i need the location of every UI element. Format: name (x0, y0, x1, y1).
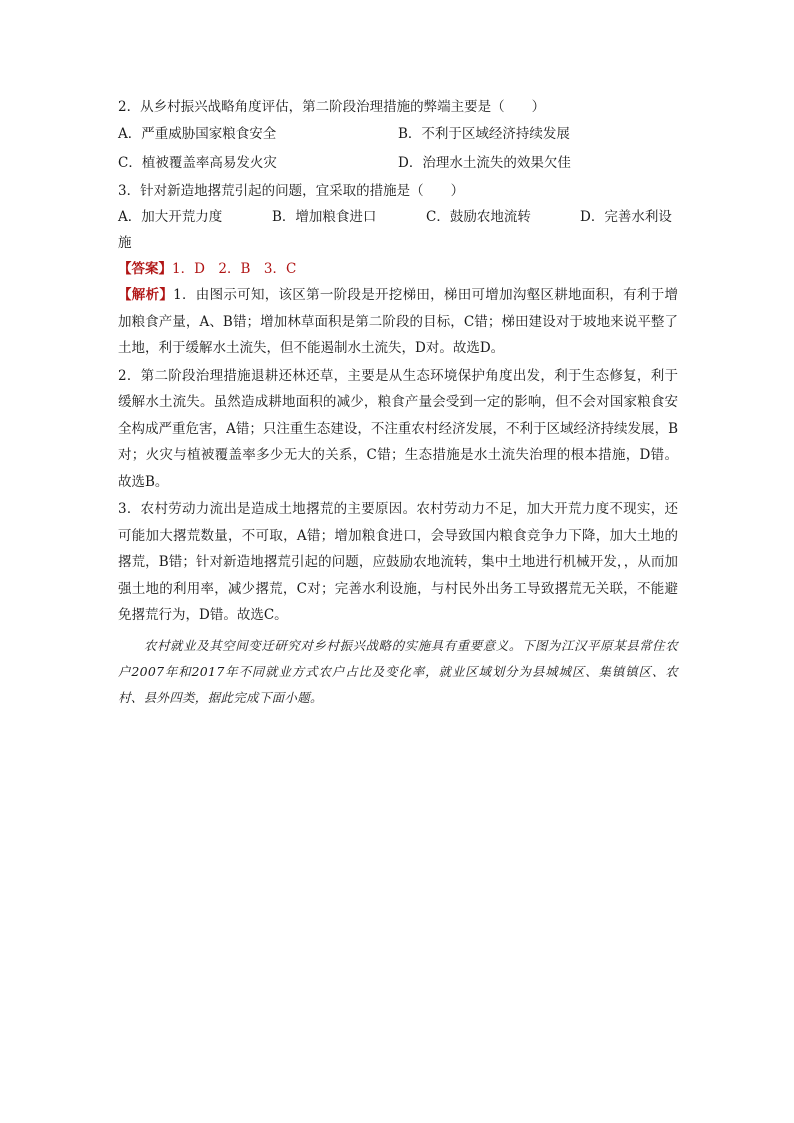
analysis-tag: 【解析】 (118, 287, 174, 303)
answer-line (118, 256, 678, 282)
analysis-paragraph-1 (118, 282, 678, 362)
question-2-stem: 2．从乡村振兴战略角度评估，第二阶段治理措施的弊端主要是（ ） (118, 99, 546, 115)
question-3-option-d-wrap: 施 (118, 235, 132, 251)
question-2-options-row-1 (118, 120, 678, 149)
question-2-options-row-2 (118, 149, 678, 178)
analysis-paragraph-2: 2．第二阶段治理措施退耕还林还草，主要是从生态环境保护角度出发，利于生态修复，利于缓解水土流失。虽然造成耕地面积的减少，粮食产量会受到一定的影响，但不会对国家粮食安全构成严重危害，A错；只注重生态建设，不注重农村经济发展，不利于区域经济持续发展，B对；火灾与植被覆盖率多少无大的关系，C错；生态措施是水土流失治理的根本措施，D错。故选B。 (118, 367, 678, 490)
question-3-option-d: D．完善水利设 (580, 209, 672, 225)
question-3-stem: 3．针对新造地撂荒引起的问题，宜采取的措施是（ ） (118, 183, 465, 199)
answer-text: 1．D 2．B 3．C (172, 261, 297, 277)
analysis-text-1: 1．由图示可知，该区第一阶段是开挖梯田，梯田可增加沟壑区耕地面积，有利于增加粮食产量，A、B错；增加林草面积是第二阶段的目标，C错；梯田建设对于坡地来说平整了土地，利于缓解水土流失，但不能遏制水土流失，D对。故选D。 (118, 287, 678, 356)
question-2-option-d: D．治理水土流失的效果欠佳 (398, 155, 571, 171)
material-intro: 农村就业及其空间变迁研究对乡村振兴战略的实施具有重要意义。下图为江汉平原某县常住农户2007年和2017年不同就业方式农户占比及变化率，就业区域划分为县城城区、集镇镇区、农村、县外四类，据此完成下面小题。 (118, 637, 678, 705)
question-3-option-b: B．增加粮食进口 (272, 209, 377, 225)
analysis-paragraph-3: 3．农村劳动力流出是造成土地撂荒的主要原因。农村劳动力不足，加大开荒力度不现实，还可能加大撂荒数量，不可取，A错；增加粮食进口，会导致国内粮食竞争力下降，加大土地的撂荒，B错；针对新造地撂荒引起的问题，应鼓励农地流转，集中土地进行机械开发，，从而加强土地的利用率，减少撂荒，C对；完善水利设施，与村民外出务工导致撂荒无关联，不能避免撂荒行为，D错。故选C。 (118, 501, 678, 623)
question-2-option-b: B．不利于区域经济持续发展 (398, 126, 570, 142)
question-3-option-c: C．鼓励农地流转 (426, 209, 531, 225)
question-3-options (118, 204, 678, 230)
answer-tag: 【答案】 (118, 261, 172, 277)
document-content (118, 94, 678, 711)
question-2-option-c: C．植被覆盖率高易发火灾 (118, 155, 277, 171)
question-2-option-a: A．严重威胁国家粮食安全 (118, 126, 277, 142)
question-3-option-a: A．加大开荒力度 (118, 209, 223, 225)
